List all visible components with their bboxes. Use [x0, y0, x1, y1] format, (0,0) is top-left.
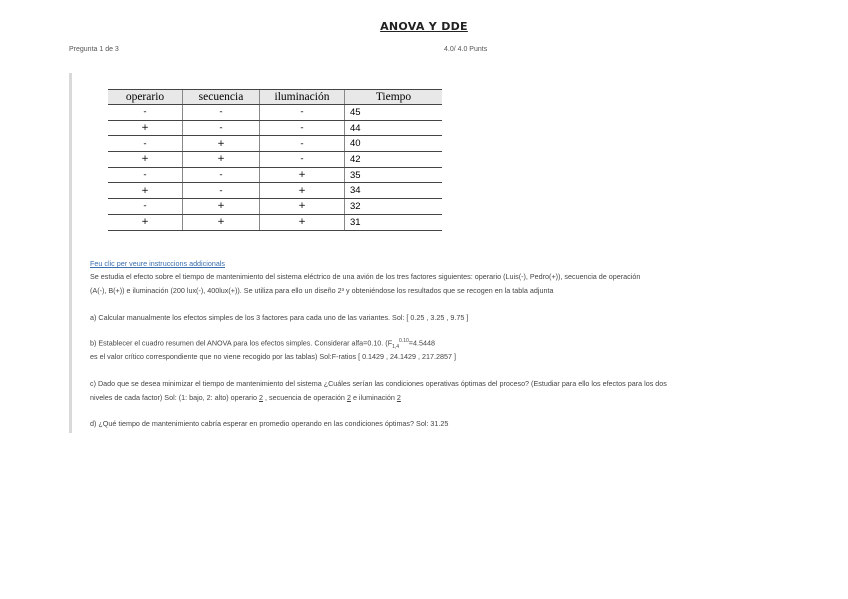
table-cell: + [108, 183, 183, 199]
table-header-row [108, 90, 442, 105]
question-panel [69, 73, 772, 433]
table-cell: - [260, 120, 345, 136]
question-b-line-1 [90, 338, 435, 350]
table-cell: + [260, 214, 345, 230]
header-secuencia: secuencia [183, 90, 260, 105]
question-d: d) ¿Qué tiempo de mantenimiento cabría esperar en promedio operando en las condiciones óptimas? Sol: 31.25 [90, 419, 449, 428]
question-c-line-1: c) Dado que se desea minimizar el tiempo de mantenimiento del sistema ¿Cuáles serían las condiciones operativas óptimas del proceso? (Estudiar para ello los efectos para los dos [90, 379, 667, 388]
table-cell: 42 [345, 152, 443, 168]
answer-iluminacion: 2 [396, 393, 401, 402]
table-row [108, 199, 442, 215]
header-tiempo: Tiempo [345, 90, 443, 105]
table-row [108, 105, 442, 121]
table-cell: + [260, 199, 345, 215]
question-points: 4.0/ 4.0 Punts [444, 46, 488, 53]
header-iluminacion: iluminación [260, 90, 345, 105]
table-cell: - [260, 136, 345, 152]
question-number: Pregunta 1 de 3 [69, 46, 119, 53]
question-b-line-2: es el valor crítico correspondiente que no viene recogido por las tablas) Sol:F-ratios [ 0.1429 , 24.1429 , 217.2857 ] [90, 352, 456, 361]
question-b-value: =4.5448 [408, 338, 435, 348]
table-cell: 35 [345, 167, 443, 183]
intro-line-2: (A(-), B(+)) e iluminación (200 lux(-), 400lux(+)). Se utiliza para ello un diseño 2³ y obteniéndose los resultados que se recogen en la tabla adjunta [90, 286, 554, 295]
table-cell: + [108, 152, 183, 168]
table-cell: - [260, 152, 345, 168]
table-cell: + [183, 214, 260, 230]
table-cell: + [183, 152, 260, 168]
table-cell: - [183, 105, 260, 121]
table-cell: - [108, 167, 183, 183]
table-row [108, 183, 442, 199]
table-row [108, 120, 442, 136]
table-cell: + [108, 120, 183, 136]
table-row [108, 136, 442, 152]
data-table [108, 89, 442, 231]
question-c-text-3: e iluminación [352, 393, 395, 402]
table-cell: - [108, 136, 183, 152]
table-cell: 45 [345, 105, 443, 121]
table-cell: 40 [345, 136, 443, 152]
table-cell: + [183, 136, 260, 152]
table-cell: + [260, 167, 345, 183]
question-c-text-2: , secuencia de operación [265, 393, 345, 402]
table-cell: - [183, 120, 260, 136]
f-subscript: 1,4 [392, 343, 400, 350]
instructions-link[interactable]: Feu clic per veure instruccions addicionals [90, 259, 226, 268]
page-title: ANOVA Y DDE [380, 20, 468, 33]
question-c-line-2 [90, 393, 401, 402]
table-cell: - [260, 105, 345, 121]
table-cell: + [108, 214, 183, 230]
table-cell: 31 [345, 214, 443, 230]
f-superscript: 0.10 [399, 338, 409, 344]
question-a: a) Calcular manualmente los efectos simples de los 3 factores para cada uno de las variantes. Sol: [ 0.25 , 3.25 , 9.75 ] [90, 313, 469, 322]
table-cell: - [108, 105, 183, 121]
answer-operario: 2 [259, 393, 264, 402]
question-c-text: niveles de cada factor) Sol: (1: bajo, 2: alto) operario [90, 393, 258, 402]
table-cell: 44 [345, 120, 443, 136]
answer-secuencia: 2 [346, 393, 351, 402]
table-cell: 34 [345, 183, 443, 199]
table-row [108, 152, 442, 168]
table-cell: - [108, 199, 183, 215]
intro-line-1: Se estudia el efecto sobre el tiempo de mantenimiento del sistema eléctrico de una avión de los tres factores siguientes: operario (Luis(-), Pedro(+)), secuencia de operación [90, 272, 641, 281]
table-cell: + [183, 199, 260, 215]
table-cell: - [183, 183, 260, 199]
table-row [108, 167, 442, 183]
table-row [108, 214, 442, 230]
header-operario: operario [108, 90, 183, 105]
question-b-text: b) Establecer el cuadro resumen del ANOVA para los efectos simples. Considerar alfa=0.10. (F [90, 338, 393, 348]
table-cell: - [183, 167, 260, 183]
table-cell: + [260, 183, 345, 199]
table-cell: 32 [345, 199, 443, 215]
